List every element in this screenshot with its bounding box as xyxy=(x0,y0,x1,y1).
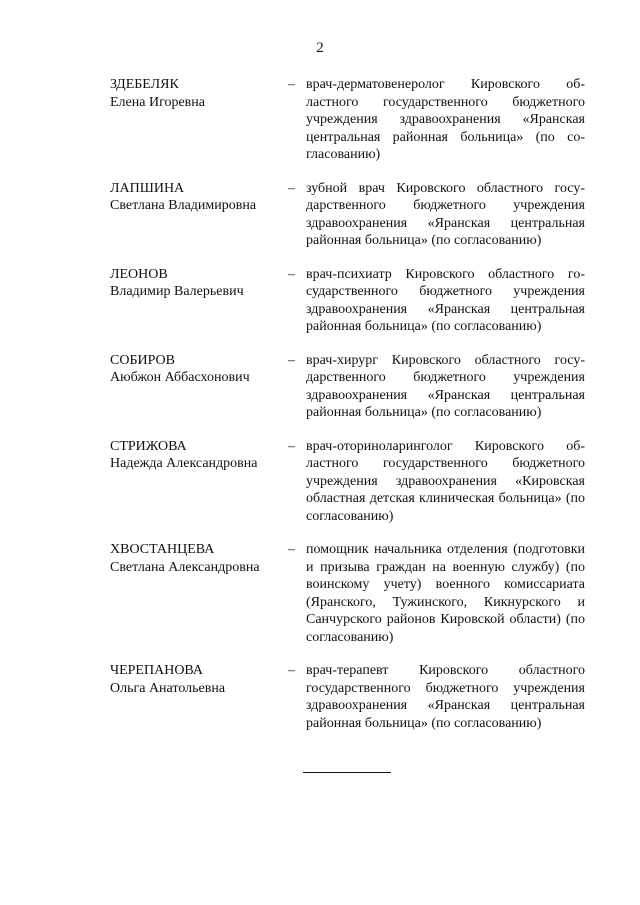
member-name xyxy=(110,352,288,387)
dash-separator: – xyxy=(288,77,295,92)
member-position: врач-дерматовенеролог Кировского областного государственного бюджетного учреждения здравоохранения «Яранская центральная районная больница» (по согласованию) xyxy=(306,77,585,162)
member-position: врач-психиатр Кировского областного государственного бюджетного учреждения здравоохранения «Яранская центральная районная больница» (по согласованию) xyxy=(306,266,585,334)
member-given-names: Владимир Валерьевич xyxy=(110,284,244,299)
member-list xyxy=(110,76,585,748)
dash-separator: – xyxy=(288,438,295,454)
member-position: врач-хирург Кировского областного государственного бюджетного учреждения здравоохранения «Яранская центральная районная больница» (по согласованию) xyxy=(306,352,585,420)
member-name xyxy=(110,438,288,473)
member-given-names: Светлана Владимировна xyxy=(110,198,257,213)
member-surname: ЛАПШИНА xyxy=(110,180,185,196)
member-entry xyxy=(110,438,585,526)
member-surname: СТРИЖОВА xyxy=(110,438,187,454)
member-entry xyxy=(110,266,585,336)
dash-separator: – xyxy=(288,663,295,678)
member-name xyxy=(110,76,288,111)
member-name xyxy=(110,662,288,697)
dash-separator: – xyxy=(288,542,295,557)
closing-rule xyxy=(303,772,391,773)
dash-separator: – xyxy=(288,352,295,368)
member-position: помощник начальника отделения (подготовки и призыва граждан на военную службу) (по воинскому учету) военного комиссариата (Яранского, Тужинского, Кикнурского и Санчурского районов Кировской области) (по согласованию) xyxy=(306,542,585,645)
member-name xyxy=(110,541,288,576)
member-surname: ЧЕРЕПАНОВА xyxy=(110,663,203,678)
member-given-names: Ольга Анатольевна xyxy=(110,680,226,696)
member-position: зубной врач Кировского областного государственного бюджетного учреждения здравоохранения «Яранская центральная районная больница» (по согласованию) xyxy=(306,180,585,248)
page-number: 2 xyxy=(316,40,324,56)
member-entry xyxy=(110,662,585,732)
member-given-names: Аюбжон Аббасхонович xyxy=(110,370,250,385)
member-entry xyxy=(110,180,585,250)
member-entry xyxy=(110,541,585,646)
member-position: врач-оториноларинголог Кировского областного государственного бюджетного учреждения здравоохранения «Кировская областная детская клиническая больница» (по согласованию) xyxy=(306,438,585,524)
member-entry xyxy=(110,76,585,164)
member-name xyxy=(110,266,288,301)
member-surname: ЛЕОНОВ xyxy=(110,266,168,282)
dash-separator: – xyxy=(288,266,295,282)
member-given-names: Елена Игоревна xyxy=(110,94,205,110)
member-given-names: Надежда Александровна xyxy=(110,456,258,471)
member-surname: ЗДЕБЕЛЯК xyxy=(110,77,179,92)
member-entry xyxy=(110,352,585,422)
member-name xyxy=(110,180,288,215)
member-surname: ХВОСТАНЦЕВА xyxy=(110,542,215,557)
member-position: врач-терапевт Кировского областного государственного бюджетного учреждения здравоохранения «Яранская центральная районная больница» (по согласованию) xyxy=(306,663,585,731)
member-given-names: Светлана Александровна xyxy=(110,559,260,575)
dash-separator: – xyxy=(288,180,295,196)
member-surname: СОБИРОВ xyxy=(110,352,176,368)
